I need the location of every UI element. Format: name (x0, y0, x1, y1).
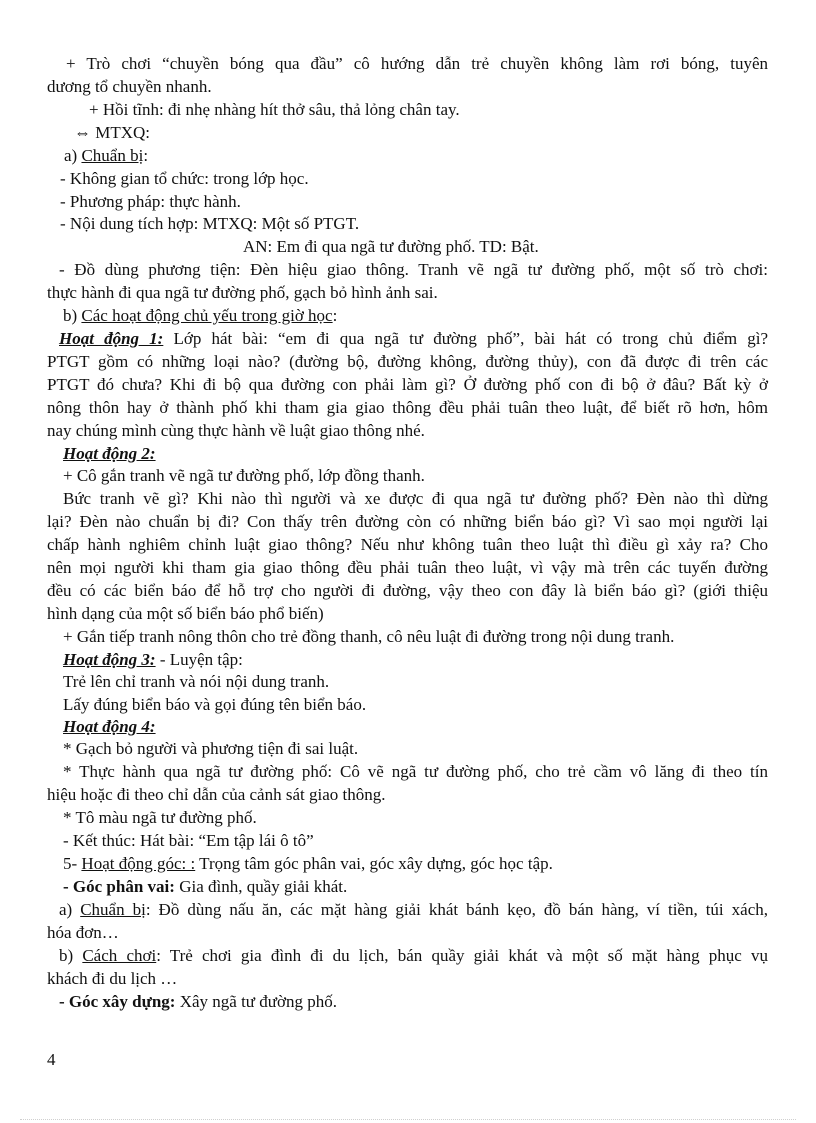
text-line: nên mọi người khi tham gia giao thông đều phải tuân theo luật, vì vậy mà trên các tuyến đường (47, 558, 768, 577)
activity-heading: Hoạt động 1: (59, 329, 164, 348)
text-line: chấp hành nghiêm chỉnh luật giao thông? Nếu như không tuân theo luật thì điều gì xảy ra? Cho (47, 535, 768, 554)
section-heading: 5- Hoạt động góc: : Trọng tâm góc phân vai, góc xây dựng, góc học tập. (63, 854, 553, 873)
section-heading: a) Chuẩn bị: (64, 146, 149, 165)
activity-heading: Hoạt động 2: (63, 444, 156, 463)
text-line: hiệu hoặc đi theo chỉ dẫn của cảnh sát giao thông. (47, 785, 386, 804)
text-line: nông thôn hay ở thành phố khi tham gia giao thông đều phải tuân theo luật, để biết rõ hơn, hôm (47, 398, 768, 417)
text-line: b) Cách chơi: Trẻ chơi gia đình đi du lịch, bán quầy giải khát và một số mặt hàng phục vụ (59, 946, 768, 965)
text-line: + Hồi tĩnh: đi nhẹ nhàng hít thở sâu, thả lỏng chân tay. (89, 100, 460, 119)
text-line: PTGT đó chưa? Khi đi bộ qua đường con phải làm gì? Ở đường phố con đi bộ ở đâu? Bất kỳ ở (47, 375, 768, 394)
text-line: AN: Em đi qua ngã tư đường phố. TD: Bật. (243, 237, 539, 256)
text-line: dương tổ chuyền nhanh. (47, 77, 212, 96)
text-line: - Không gian tổ chức: trong lớp học. (60, 169, 309, 188)
text-line: Bức tranh vẽ gì? Khi nào thì người và xe được đi qua ngã tư đường phố? Đèn nào thì dừng (63, 489, 768, 508)
text-line: Hoạt động 1: Lớp hát bài: “em đi qua ngã tư đường phố”, bài hát có trong chủ điểm gì? (59, 329, 768, 348)
page-bottom-divider (20, 1119, 796, 1120)
text-line: - Kết thúc: Hát bài: “Em tập lái ô tô” (63, 831, 314, 850)
text-line: - Phương pháp: thực hành. (60, 192, 241, 211)
text-line: hình dạng của một số biển báo phổ biến) (47, 604, 324, 623)
text-line: thực hành đi qua ngã tư đường phố, gạch bỏ hình ảnh sai. (47, 283, 438, 302)
text-line: + Cô gắn tranh vẽ ngã tư đường phố, lớp đồng thanh. (63, 466, 425, 485)
text-line: a) Chuẩn bị: Đồ dùng nấu ăn, các mặt hàng giải khát bánh kẹo, đồ bán hàng, ví tiền, túi xách, (59, 900, 768, 919)
text-line: hóa đơn… (47, 923, 119, 942)
text-line: ⇔ MTXQ: (74, 123, 151, 142)
activity-heading: Hoạt động 3: - Luyện tập: (63, 650, 243, 669)
text-line: lại? Đèn nào chuẩn bị đi? Con thấy trên đường còn có những biển báo gì? Vì sao mọi người lại (47, 512, 768, 531)
text-line: * Thực hành qua ngã tư đường phố: Cô vẽ ngã tư đường phố, cho trẻ cầm vô lăng đi theo tín (63, 762, 768, 781)
text-line: * Gạch bỏ người và phương tiện đi sai luật. (63, 739, 359, 758)
text-line: - Góc phân vai: Gia đình, quầy giải khát. (63, 877, 348, 896)
text-line: Trẻ lên chỉ tranh và nói nội dung tranh. (63, 672, 330, 691)
text-line: + Gắn tiếp tranh nông thôn cho trẻ đồng thanh, cô nêu luật đi đường trong nội dung tranh. (63, 627, 675, 646)
text-line: đều có các biển báo để hỗ trợ cho người đi đường, vậy theo con đây là biển báo gì? (giới thiệu (47, 581, 768, 600)
text-line: khách đi du lịch … (47, 969, 178, 988)
text-line: Lấy đúng biển báo và gọi đúng tên biển báo. (63, 695, 367, 714)
text-line: - Đồ dùng phương tiện: Đèn hiệu giao thông. Tranh vẽ ngã tư đường phố, một số trò chơi: (59, 260, 768, 279)
page-number: 4 (47, 1050, 56, 1069)
text-line: nay chúng mình cùng thực hành về luật giao thông nhé. (47, 421, 425, 440)
section-heading: b) Các hoạt động chủ yếu trong giờ học: (63, 306, 338, 325)
text-line: - Nội dung tích hợp: MTXQ: Một số PTGT. (60, 214, 360, 233)
text-line: - Góc xây dựng: Xây ngã tư đường phố. (59, 992, 337, 1011)
activity-heading: Hoạt động 4: (63, 717, 156, 736)
text-line: * Tô màu ngã tư đường phố. (63, 808, 257, 827)
text-line: PTGT gồm có những loại nào? (đường bộ, đường không, đường thủy), con đã được đi trên các (47, 352, 768, 371)
text-line: + Trò chơi “chuyền bóng qua đầu” cô hướng dẫn trẻ chuyền không làm rơi bóng, tuyên (66, 54, 768, 73)
